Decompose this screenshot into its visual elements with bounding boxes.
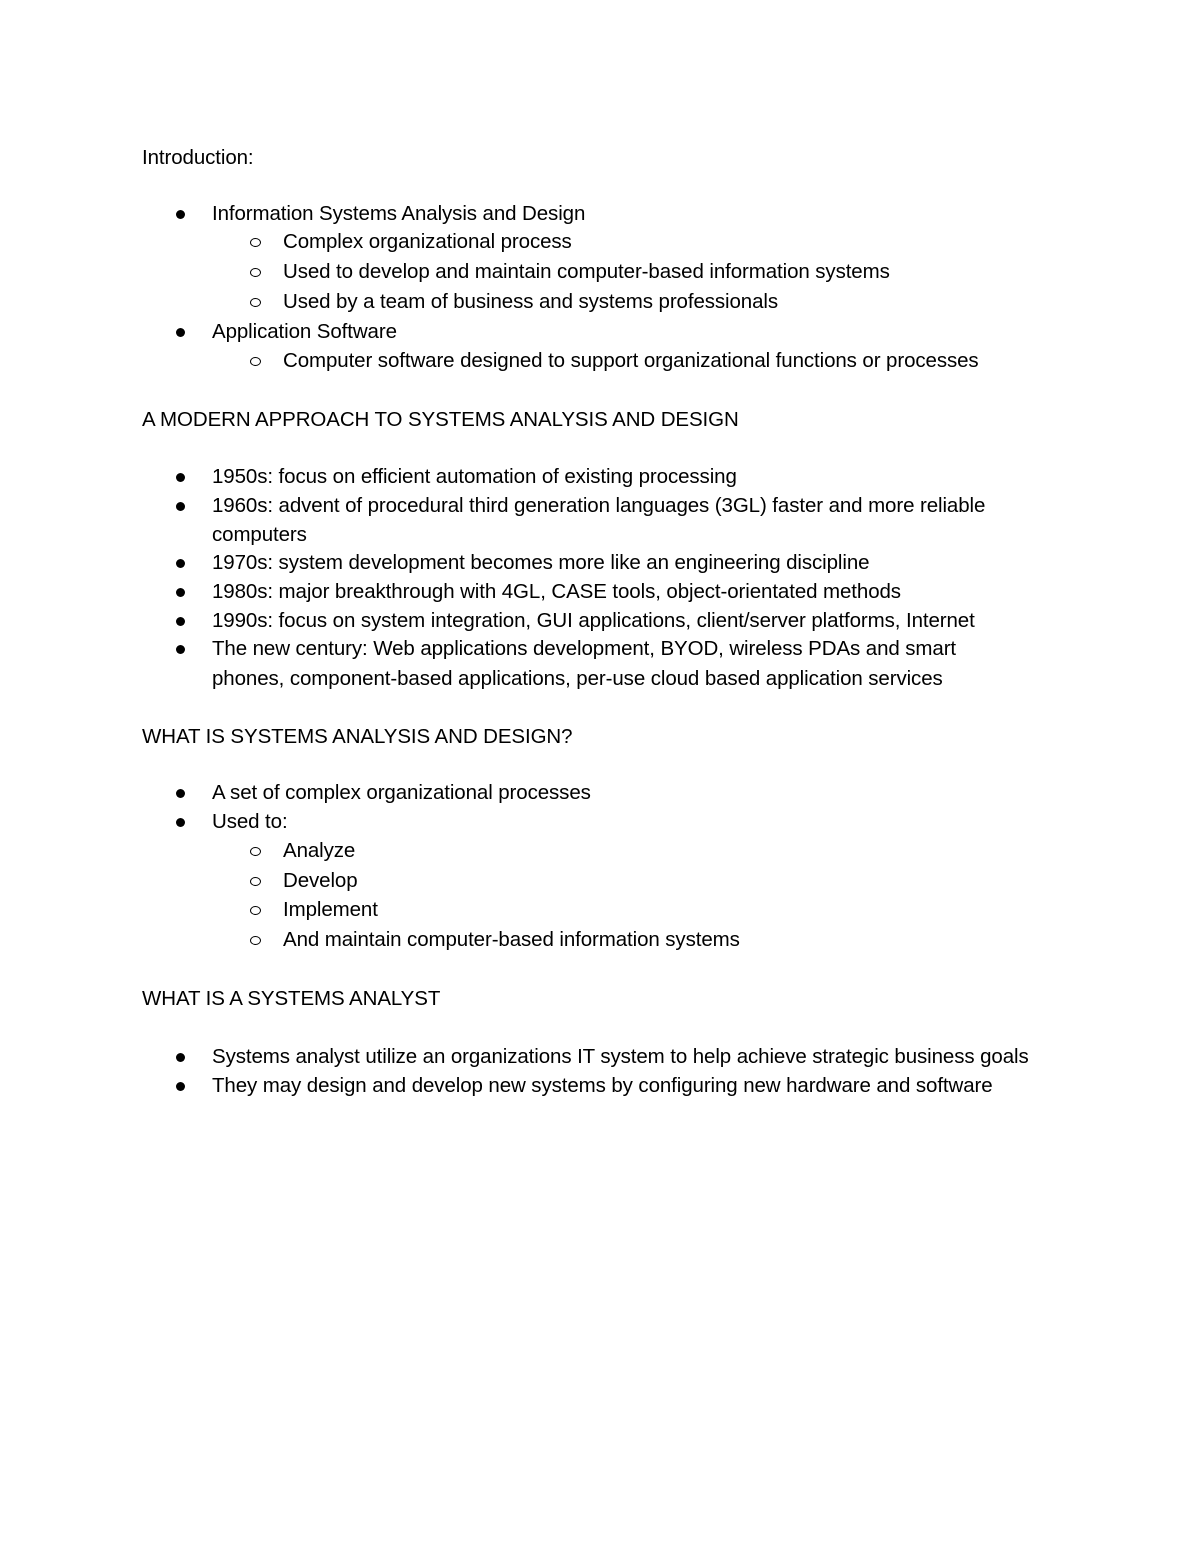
bullet-icon <box>176 559 185 568</box>
list-item: 1960s: advent of procedural third generation languages (3GL) faster and more reliable <box>212 494 986 517</box>
bullet-icon <box>176 328 185 337</box>
modern-heading: A MODERN APPROACH TO SYSTEMS ANALYSIS AND DESIGN <box>142 408 739 431</box>
circle-bullet-icon <box>250 877 261 886</box>
bullet-icon <box>176 1053 185 1062</box>
bullet-icon <box>176 473 185 482</box>
list-item: 1990s: focus on system integration, GUI applications, client/server platforms, Internet <box>212 609 975 632</box>
list-item: Used to: <box>212 810 288 833</box>
sub-list-item: Implement <box>283 898 378 921</box>
list-item: 1980s: major breakthrough with 4GL, CASE tools, object-orientated methods <box>212 580 901 603</box>
list-item: Application Software <box>212 320 397 343</box>
sub-list-item: Computer software designed to support organizational functions or processes <box>283 349 979 372</box>
list-item: A set of complex organizational processes <box>212 781 591 804</box>
list-item-continuation: computers <box>212 523 307 546</box>
circle-bullet-icon <box>250 268 261 277</box>
list-item: The new century: Web applications development, BYOD, wireless PDAs and smart <box>212 637 957 660</box>
bullet-icon <box>176 645 185 654</box>
bullet-icon <box>176 1082 185 1091</box>
list-item: They may design and develop new systems by configuring new hardware and software <box>212 1074 993 1097</box>
circle-bullet-icon <box>250 298 261 307</box>
list-item: Systems analyst utilize an organizations IT system to help achieve strategic business goals <box>212 1045 1029 1068</box>
list-item: Information Systems Analysis and Design <box>212 202 586 225</box>
bullet-icon <box>176 210 185 219</box>
bullet-icon <box>176 789 185 798</box>
sub-list-item: Used by a team of business and systems professionals <box>283 290 779 313</box>
bullet-icon <box>176 502 185 511</box>
bullet-icon <box>176 588 185 597</box>
list-item: 1970s: system development becomes more like an engineering discipline <box>212 551 870 574</box>
analyst-heading: WHAT IS A SYSTEMS ANALYST <box>142 987 441 1010</box>
sub-list-item: Analyze <box>283 839 356 862</box>
sub-list-item: Used to develop and maintain computer-based information systems <box>283 260 890 283</box>
sad-heading: WHAT IS SYSTEMS ANALYSIS AND DESIGN? <box>142 725 573 748</box>
circle-bullet-icon <box>250 936 261 945</box>
circle-bullet-icon <box>250 847 261 856</box>
sub-list-item: Complex organizational process <box>283 230 572 253</box>
intro-heading: Introduction: <box>142 146 254 169</box>
sub-list-item: And maintain computer-based information systems <box>283 928 740 951</box>
bullet-icon <box>176 818 185 827</box>
bullet-icon <box>176 617 185 626</box>
list-item: 1950s: focus on efficient automation of existing processing <box>212 465 737 488</box>
circle-bullet-icon <box>250 238 261 247</box>
list-item-continuation: phones, component-based applications, per-use cloud based application services <box>212 667 943 690</box>
circle-bullet-icon <box>250 357 261 366</box>
sub-list-item: Develop <box>283 869 358 892</box>
circle-bullet-icon <box>250 906 261 915</box>
